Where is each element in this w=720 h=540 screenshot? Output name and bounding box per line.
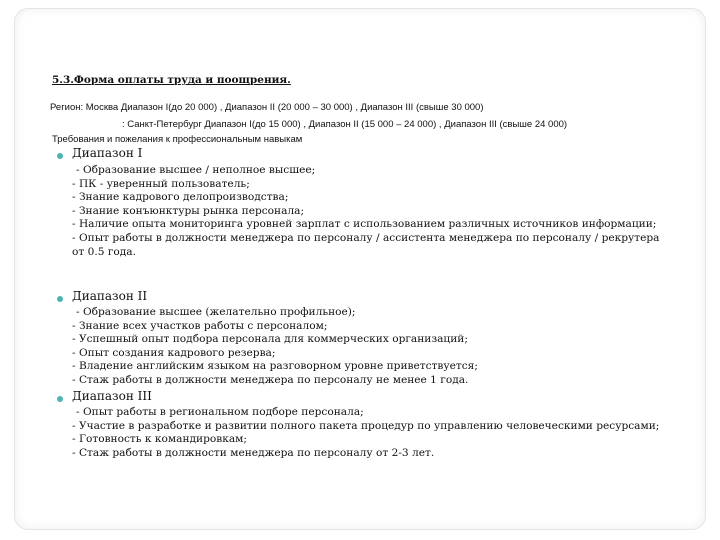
range-2-label: Диапазон II bbox=[72, 289, 148, 303]
requirements-heading: Требования и пожелания к профессиональным навыкам bbox=[52, 134, 303, 145]
bullet-icon bbox=[57, 153, 63, 159]
bullet-icon bbox=[57, 296, 63, 302]
list-item: - Стаж работы в должности менеджера по персоналу не менее 1 года. bbox=[72, 373, 469, 386]
list-item: - Образование высшее / неполное высшее; bbox=[76, 164, 316, 176]
list-item: - Знание кадрового делопроизводства; bbox=[72, 191, 289, 204]
range-3-label: Диапазон III bbox=[72, 389, 152, 403]
bullet-icon bbox=[57, 396, 63, 402]
list-item: - Готовность к командировкам; bbox=[72, 433, 247, 446]
range-1-label: Диапазон I bbox=[72, 146, 143, 160]
list-item: - Стаж работы в должности менеджера по персоналу от 2-3 лет. bbox=[72, 446, 435, 459]
region-spb: : Санкт-Петербург Диапазон I(до 15 000) , Диапазон II (15 000 – 24 000) , Диапазон III (свыше 24 000) bbox=[122, 119, 568, 130]
range-2-list bbox=[72, 306, 672, 388]
region-moscow: Регион: Москва Диапазон I(до 20 000) , Диапазон II (20 000 – 30 000) , Диапазон III (свыше 30 000) bbox=[50, 102, 484, 113]
range-1-list bbox=[72, 164, 672, 259]
list-item: - Знание всех участков работы с персоналом; bbox=[72, 319, 328, 332]
list-item: - Опыт работы в должности менеджера по персоналу / ассистента менеджера по персоналу / рекрутера от 0.5 года. bbox=[72, 231, 660, 258]
list-item: - Владение английским языком на разговорном уровне приветствуется; bbox=[72, 360, 478, 373]
list-item: - Участие в разработке и развитии полного пакета процедур по управлению человеческими ресурсами; bbox=[72, 419, 660, 432]
list-item: - Опыт создания кадрового резерва; bbox=[72, 346, 276, 359]
range-3-list bbox=[72, 406, 672, 460]
list-item: - Наличие опыта мониторинга уровней зарплат с использованием различных источников информации; bbox=[72, 218, 657, 231]
list-item: - Знание конъюнктуры рынка персонала; bbox=[72, 204, 305, 217]
list-item: - Опыт работы в региональном подборе персонала; bbox=[76, 406, 364, 418]
list-item: - ПК - уверенный пользователь; bbox=[72, 177, 250, 190]
slide-title: 5.3.Форма оплаты труда и поощрения. bbox=[52, 74, 291, 86]
list-item: - Успешный опыт подбора персонала для коммерческих организаций; bbox=[72, 333, 468, 346]
list-item: - Образование высшее (желательно профильное); bbox=[76, 306, 356, 318]
